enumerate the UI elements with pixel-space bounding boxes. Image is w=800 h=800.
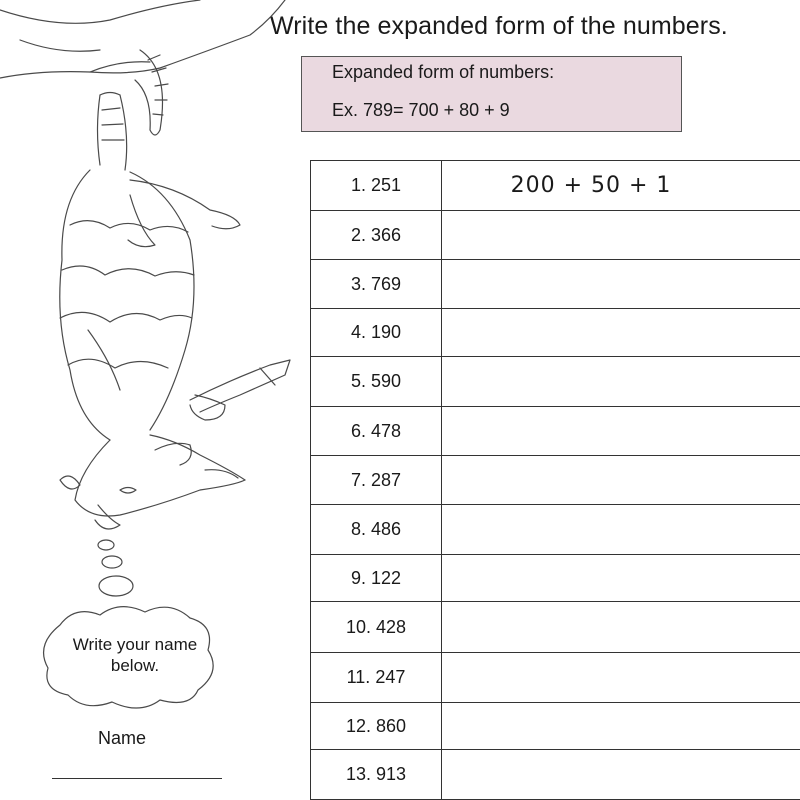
answer-cell[interactable] (442, 602, 800, 652)
answer-cell[interactable]: 200 + 50 + 1 (510, 173, 672, 198)
table-row (311, 260, 800, 309)
row-label: 11. 247 (311, 653, 442, 702)
answer-cell[interactable] (442, 260, 800, 308)
table-row (311, 456, 800, 505)
name-prompt-bubble: Write your name below. (72, 635, 198, 675)
example-text: Ex. 789= 700 + 80 + 9 (332, 100, 510, 120)
table-row (311, 407, 800, 456)
example-box (301, 56, 682, 132)
row-label: 4. 190 (311, 309, 442, 356)
name-label: Name (98, 728, 147, 748)
row-label: 3. 769 (311, 260, 442, 308)
table-row (311, 703, 800, 750)
answer-cell[interactable] (442, 407, 800, 455)
row-label: 5. 590 (311, 357, 442, 406)
table-row (311, 555, 800, 602)
answer-cell[interactable] (442, 456, 800, 504)
table-row (311, 602, 800, 653)
table-row (311, 505, 800, 555)
answer-cell[interactable] (442, 703, 800, 749)
row-label: 1. 251 (311, 161, 442, 210)
answer-cell[interactable] (442, 505, 800, 554)
worksheet-title: Write the expanded form of the numbers. (270, 12, 728, 40)
table-row (311, 653, 800, 703)
row-label: 10. 428 (311, 602, 442, 652)
answer-cell[interactable] (442, 653, 800, 702)
table-row (311, 211, 800, 260)
table-row (311, 161, 800, 211)
answer-cell[interactable] (442, 357, 800, 406)
row-label: 2. 366 (311, 211, 442, 259)
row-label: 8. 486 (311, 505, 442, 554)
example-heading: Expanded form of numbers: (332, 62, 555, 82)
answer-cell[interactable] (442, 309, 800, 356)
row-label: 13. 913 (311, 750, 442, 799)
table-row (311, 357, 800, 407)
table-row (311, 750, 800, 800)
table-row (311, 309, 800, 357)
expanded-form-table (310, 160, 800, 800)
hanging-opossum-illustration-icon (0, 0, 300, 800)
row-label: 9. 122 (311, 555, 442, 601)
answer-cell[interactable] (442, 555, 800, 601)
row-label: 7. 287 (311, 456, 442, 504)
answer-cell[interactable] (442, 211, 800, 259)
answer-cell[interactable] (442, 750, 800, 799)
row-label: 12. 860 (311, 703, 442, 749)
name-input-line[interactable] (52, 778, 222, 779)
row-label: 6. 478 (311, 407, 442, 455)
